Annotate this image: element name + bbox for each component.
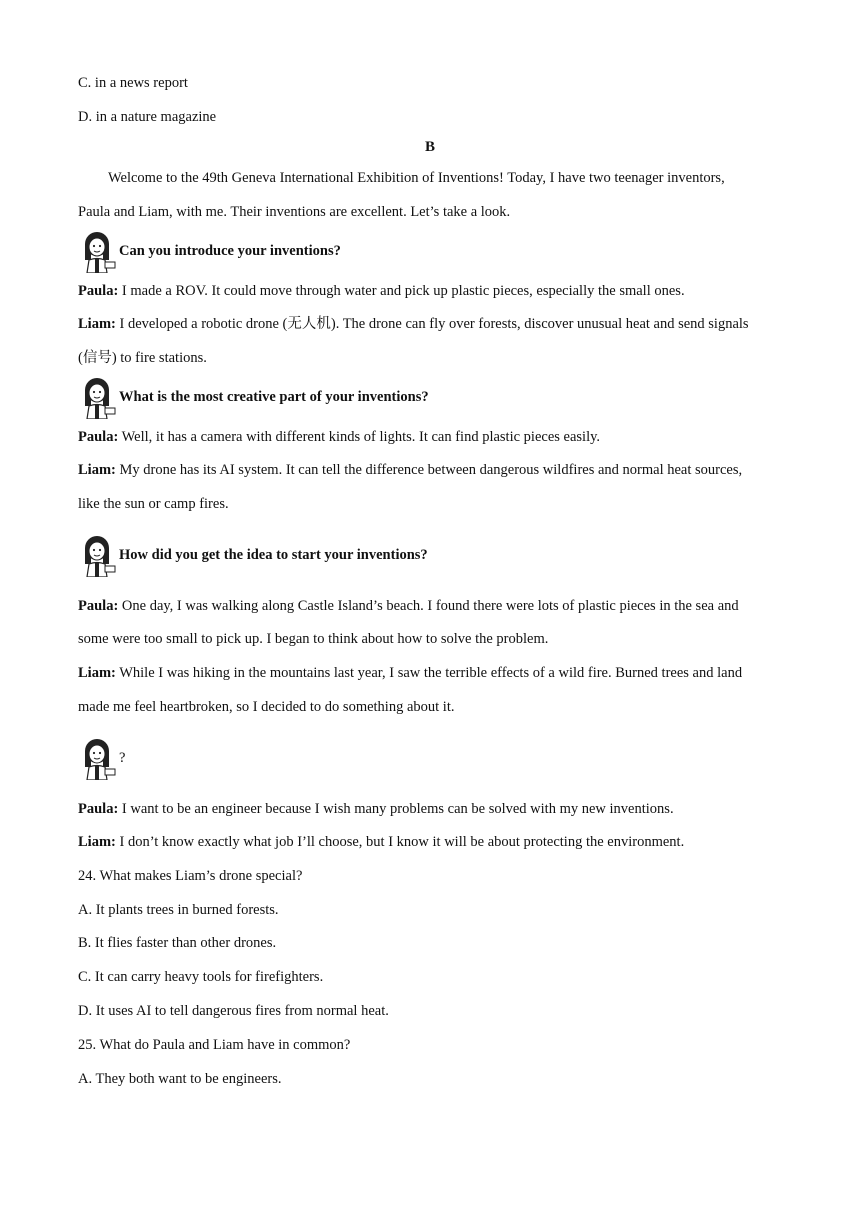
option-d-prev: D. in a nature magazine <box>78 109 217 125</box>
q3-paula-answer-cont: some were too small to pick up. I began to think about how to solve the problem. <box>78 631 549 647</box>
question-24-option-c: C. It can carry heavy tools for firefighters. <box>78 969 324 985</box>
question-24-option-d: D. It uses AI to tell dangerous fires from normal heat. <box>78 1003 389 1019</box>
answer-text: One day, I was walking along Castle Island’s beach. I found there were lots of plastic pieces in the sea and <box>118 598 739 614</box>
q2-paula-answer <box>78 427 790 447</box>
question-text: What is the most creative part of your inventions? <box>119 389 429 405</box>
intro-line-1: Welcome to the 49th Geneva International Exhibition of Inventions! Today, I have two teenager inventors, <box>108 170 725 186</box>
q1-paula-answer <box>78 281 790 301</box>
q4-paula-answer <box>78 799 790 819</box>
interviewer-girl-icon <box>78 736 118 780</box>
speaker-liam: Liam: <box>78 665 116 681</box>
question-text: Can you introduce your inventions? <box>119 243 341 259</box>
question-24-option-b: B. It flies faster than other drones. <box>78 935 277 951</box>
speaker-liam: Liam: <box>78 834 116 850</box>
speaker-paula: Paula: <box>78 283 119 299</box>
answer-text: Well, it has a camera with different kinds of lights. It can find plastic pieces easily. <box>118 429 601 445</box>
option-c-prev: C. in a news report <box>78 75 188 91</box>
section-title: B <box>424 139 435 155</box>
interviewer-girl-icon <box>78 229 118 273</box>
question-24-stem: 24. What makes Liam’s drone special? <box>78 868 303 884</box>
q3-liam-answer <box>78 663 790 683</box>
q2-liam-answer-cont: like the sun or camp fires. <box>78 496 229 512</box>
speaker-paula: Paula: <box>78 598 119 614</box>
q1-liam-answer <box>78 314 790 334</box>
answer-text: I developed a robotic drone (无人机). The drone can fly over forests, discover unusual heat and send signals <box>115 316 749 332</box>
answer-text: My drone has its AI system. It can tell the difference between dangerous wildfires and normal heat sources, <box>115 462 743 478</box>
question-text: How did you get the idea to start your inventions? <box>119 547 428 563</box>
speaker-paula: Paula: <box>78 429 119 445</box>
intro-line-2: Paula and Liam, with me. Their inventions are excellent. Let’s take a look. <box>78 204 511 220</box>
question-24-option-a: A. It plants trees in burned forests. <box>78 902 279 918</box>
question-25-stem: 25. What do Paula and Liam have in common? <box>78 1037 351 1053</box>
interviewer-girl-icon <box>78 375 118 419</box>
q1-liam-answer-cont: (信号) to fire stations. <box>78 350 207 366</box>
answer-text: I made a ROV. It could move through water and pick up plastic pieces, especially the small ones. <box>118 283 685 299</box>
answer-text: I don’t know exactly what job I’ll choose, but I know it will be about protecting the environment. <box>115 834 685 850</box>
q4-liam-answer <box>78 832 790 852</box>
answer-text: I want to be an engineer because I wish many problems can be solved with my new inventions. <box>118 801 674 817</box>
question-25-option-a: A. They both want to be engineers. <box>78 1071 282 1087</box>
q2-liam-answer <box>78 460 790 480</box>
question-blank: ? <box>119 750 126 766</box>
speaker-paula: Paula: <box>78 801 119 817</box>
speaker-liam: Liam: <box>78 462 116 478</box>
q3-paula-answer <box>78 596 790 616</box>
answer-text: While I was hiking in the mountains last year, I saw the terrible effects of a wild fire. Burned trees and land <box>115 665 743 681</box>
q3-liam-answer-cont: made me feel heartbroken, so I decided to do something about it. <box>78 699 455 715</box>
speaker-liam: Liam: <box>78 316 116 332</box>
interviewer-girl-icon <box>78 533 118 577</box>
